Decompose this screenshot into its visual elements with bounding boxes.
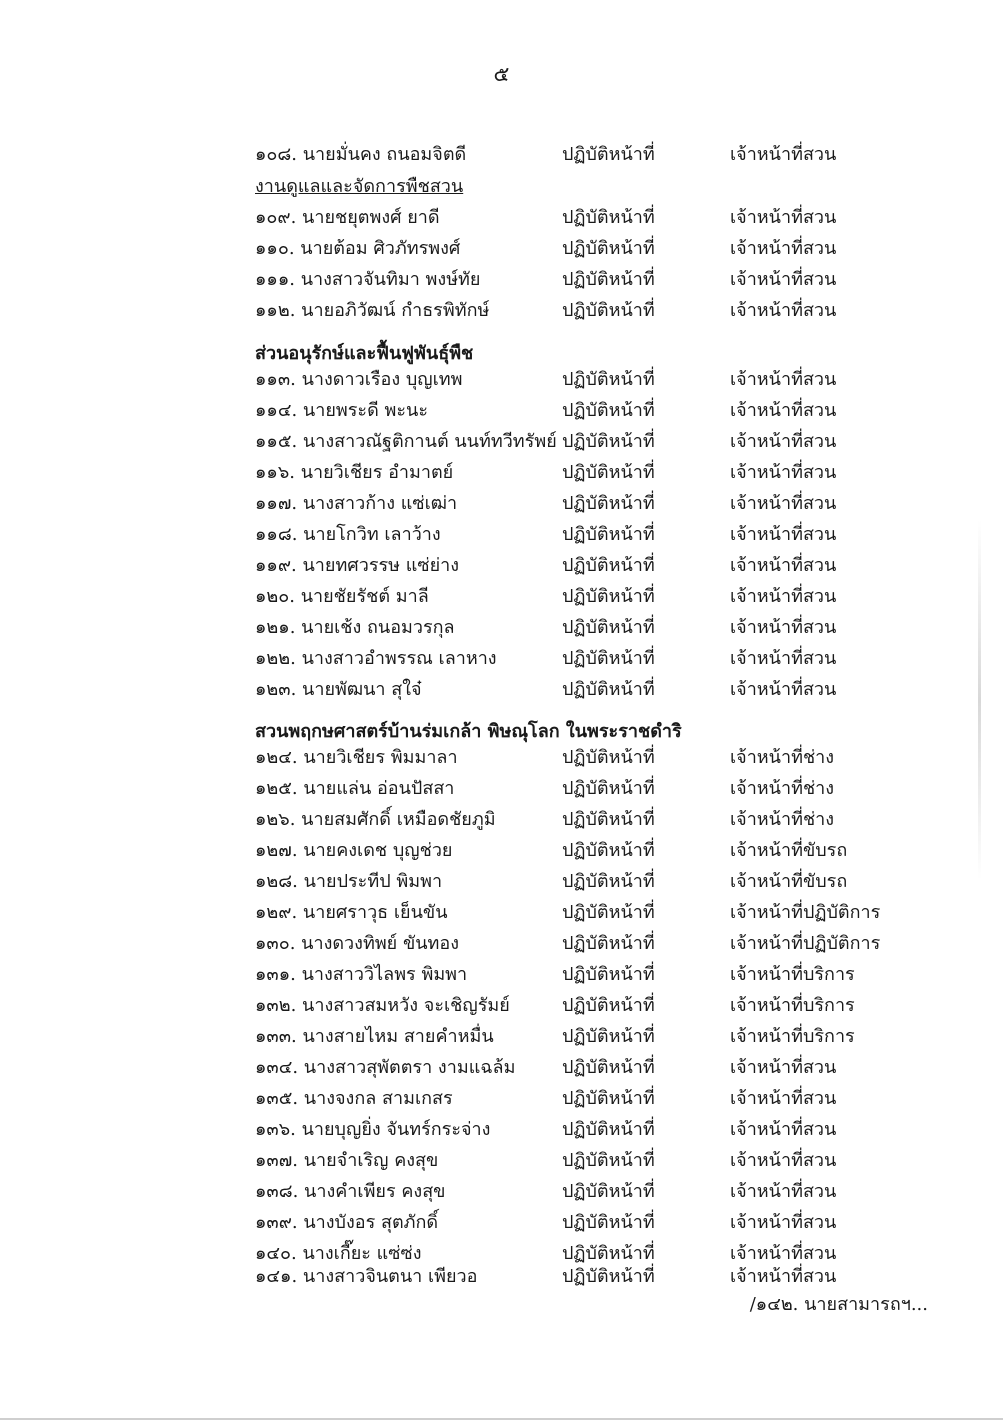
staff-name: ๑๑๒. นายอภิวัฒน์ กำธรพิทักษ์ [255, 300, 490, 321]
list-item [0, 1262, 1003, 1292]
staff-position: เจ้าหน้าที่สวน [730, 679, 837, 700]
staff-name: ๑๓๗. นายจำเริญ คงสุข [255, 1150, 439, 1171]
staff-status: ปฏิบัติหน้าที่ [562, 747, 655, 768]
staff-name: ๑๑๖. นายวิเชียร อำมาตย์ [255, 462, 454, 483]
staff-name: ๑๓๔. นางสาวสุพัตตรา งามแฉล้ม [255, 1057, 516, 1078]
list-item [0, 1115, 1003, 1145]
staff-status: ปฏิบัติหน้าที่ [562, 238, 655, 259]
staff-position: เจ้าหน้าที่ปฏิบัติการ [730, 933, 881, 954]
staff-name: ๑๓๙. นางบังอร สุตภักดิ์ [255, 1212, 439, 1233]
staff-position: เจ้าหน้าที่บริการ [730, 995, 855, 1016]
staff-position: เจ้าหน้าที่สวน [730, 1150, 837, 1171]
list-item [0, 1208, 1003, 1238]
list-item [0, 743, 1003, 773]
staff-position: เจ้าหน้าที่สวน [730, 1266, 837, 1287]
staff-name: ๑๓๓. นางสายไหม สายคำหมื่น [255, 1026, 494, 1047]
staff-name: ๑๓๐. นางดวงทิพย์ ขันทอง [255, 933, 460, 954]
staff-position: เจ้าหน้าที่สวน [730, 493, 837, 514]
staff-status: ปฏิบัติหน้าที่ [562, 902, 655, 923]
staff-name: ๑๑๔. นายพระดี พะนะ [255, 400, 428, 421]
staff-name: ๑๓๖. นายบุญยิ่ง จันทร์กระจ่าง [255, 1119, 491, 1140]
staff-status: ปฏิบัติหน้าที่ [562, 1057, 655, 1078]
staff-status: ปฏิบัติหน้าที่ [562, 400, 655, 421]
staff-position: เจ้าหน้าที่สวน [730, 207, 837, 228]
staff-name: ๑๒๔. นายวิเชียร พิมมาลา [255, 747, 458, 768]
staff-name: ๑๒๐. นายชัยรัชต์ มาลี [255, 586, 429, 607]
list-item [0, 867, 1003, 897]
list-item [0, 675, 1003, 705]
staff-name: ๑๒๑. นายเช้ง ถนอมวรกุล [255, 617, 455, 638]
staff-position: เจ้าหน้าที่สวน [730, 1088, 837, 1109]
list-item [0, 1084, 1003, 1114]
staff-status: ปฏิบัติหน้าที่ [562, 431, 655, 452]
staff-status: ปฏิบัติหน้าที่ [562, 778, 655, 799]
staff-status: ปฏิบัติหน้าที่ [562, 617, 655, 638]
staff-position: เจ้าหน้าที่ช่าง [730, 809, 835, 830]
list-item [0, 520, 1003, 550]
staff-name: ๑๑๑. นางสาวจันทิมา พงษ์ทัย [255, 269, 481, 290]
staff-position: เจ้าหน้าที่สวน [730, 144, 837, 165]
staff-status: ปฏิบัติหน้าที่ [562, 995, 655, 1016]
staff-position: เจ้าหน้าที่สวน [730, 462, 837, 483]
staff-name: ๑๑๙. นายทศวรรษ แซ่ย่าง [255, 555, 460, 576]
staff-position: เจ้าหน้าที่สวน [730, 431, 837, 452]
subsection-heading: งานดูแลและจัดการพืชสวน [255, 176, 464, 197]
list-item [0, 1177, 1003, 1207]
staff-status: ปฏิบัติหน้าที่ [562, 933, 655, 954]
staff-position: เจ้าหน้าที่สวน [730, 617, 837, 638]
staff-status: ปฏิบัติหน้าที่ [562, 369, 655, 390]
list-item [0, 551, 1003, 581]
staff-name: ๑๓๕. นางจงกล สามเกสร [255, 1088, 453, 1109]
staff-position: เจ้าหน้าที่สวน [730, 1181, 837, 1202]
list-item [0, 898, 1003, 928]
staff-name: ๑๑๘. นายโกวิท เลาว้าง [255, 524, 441, 545]
continuation-note: /๑๔๒. นายสามารถฯ... [749, 1294, 928, 1315]
staff-name: ๑๐๙. นายชยุตพงศ์ ยาดี [255, 207, 440, 228]
staff-status: ปฏิบัติหน้าที่ [562, 269, 655, 290]
staff-status: ปฏิบัติหน้าที่ [562, 1181, 655, 1202]
list-item [0, 774, 1003, 804]
staff-status: ปฏิบัติหน้าที่ [562, 648, 655, 669]
staff-status: ปฏิบัติหน้าที่ [562, 1119, 655, 1140]
staff-position: เจ้าหน้าที่สวน [730, 524, 837, 545]
staff-status: ปฏิบัติหน้าที่ [562, 1088, 655, 1109]
staff-status: ปฏิบัติหน้าที่ [562, 586, 655, 607]
staff-status: ปฏิบัติหน้าที่ [562, 555, 655, 576]
staff-name: ๑๔๐. นางเกี๊ยะ แซ่ซ่ง [255, 1243, 422, 1264]
list-item [0, 365, 1003, 395]
staff-position: เจ้าหน้าที่สวน [730, 1119, 837, 1140]
staff-name: ๑๒๗. นายคงเดช บุญช่วย [255, 840, 453, 861]
staff-name: ๑๐๘. นายมั่นคง ถนอมจิตดี [255, 144, 467, 165]
staff-name: ๑๑๓. นางดาวเรือง บุญเทพ [255, 369, 463, 390]
list-item [0, 489, 1003, 519]
staff-position: เจ้าหน้าที่สวน [730, 1212, 837, 1233]
staff-position: เจ้าหน้าที่บริการ [730, 964, 855, 985]
staff-name: ๑๒๕. นายแล่น อ่อนปัสสา [255, 778, 455, 799]
list-item [0, 613, 1003, 643]
list-item [0, 427, 1003, 457]
staff-position: เจ้าหน้าที่บริการ [730, 1026, 855, 1047]
staff-status: ปฏิบัติหน้าที่ [562, 679, 655, 700]
staff-name: ๑๒๒. นางสาวอำพรรณ เลาหาง [255, 648, 497, 669]
staff-status: ปฏิบัติหน้าที่ [562, 462, 655, 483]
staff-status: ปฏิบัติหน้าที่ [562, 144, 655, 165]
staff-position: เจ้าหน้าที่สวน [730, 369, 837, 390]
list-item [0, 234, 1003, 264]
list-item [0, 1022, 1003, 1052]
staff-status: ปฏิบัติหน้าที่ [562, 300, 655, 321]
list-item [0, 396, 1003, 426]
staff-position: เจ้าหน้าที่สวน [730, 648, 837, 669]
list-item [0, 960, 1003, 990]
staff-name: ๑๑๕. นางสาวณัฐติกานต์ นนท์ทวีทรัพย์ [255, 431, 557, 452]
page-number: ๕ [493, 62, 510, 86]
staff-position: เจ้าหน้าที่ช่าง [730, 778, 835, 799]
page-bottom-edge [0, 1418, 1003, 1420]
staff-name: ๑๒๖. นายสมศักดิ์ เหมือดชัยภูมิ [255, 809, 496, 830]
list-item [0, 582, 1003, 612]
staff-status: ปฏิบัติหน้าที่ [562, 1243, 655, 1264]
staff-status: ปฏิบัติหน้าที่ [562, 207, 655, 228]
staff-position: เจ้าหน้าที่ปฏิบัติการ [730, 902, 881, 923]
staff-name: ๑๓๑. นางสาววิไลพร พิมพา [255, 964, 468, 985]
list-item [0, 836, 1003, 866]
list-item [0, 929, 1003, 959]
staff-name: ๑๔๑. นางสาวจินตนา เพียวอ [255, 1266, 478, 1287]
staff-position: เจ้าหน้าที่ขับรถ [730, 840, 848, 861]
staff-status: ปฏิบัติหน้าที่ [562, 1266, 655, 1287]
list-item [0, 296, 1003, 326]
staff-status: ปฏิบัติหน้าที่ [562, 871, 655, 892]
staff-status: ปฏิบัติหน้าที่ [562, 840, 655, 861]
staff-status: ปฏิบัติหน้าที่ [562, 524, 655, 545]
list-item [0, 265, 1003, 295]
list-item [0, 203, 1003, 233]
staff-position: เจ้าหน้าที่ขับรถ [730, 871, 848, 892]
staff-status: ปฏิบัติหน้าที่ [562, 809, 655, 830]
staff-name: ๑๑๗. นางสาวก้าง แซ่เฒ่า [255, 493, 458, 514]
list-item [0, 644, 1003, 674]
list-item [0, 805, 1003, 835]
section-heading: สวนพฤกษศาสตร์บ้านร่มเกล้า พิษณุโลก ในพระราชดำริ [255, 721, 682, 742]
staff-status: ปฏิบัติหน้าที่ [562, 1212, 655, 1233]
staff-position: เจ้าหน้าที่สวน [730, 400, 837, 421]
staff-name: ๑๒๓. นายพัฒนา สุใจ๋ [255, 679, 422, 700]
staff-name: ๑๓๒. นางสาวสมหวัง จะเชิญรัมย์ [255, 995, 510, 1016]
staff-position: เจ้าหน้าที่สวน [730, 586, 837, 607]
staff-position: เจ้าหน้าที่สวน [730, 1057, 837, 1078]
list-item [0, 458, 1003, 488]
staff-name: ๑๒๘. นายประทีป พิมพา [255, 871, 443, 892]
staff-name: ๑๓๘. นางคำเพียร คงสุข [255, 1181, 446, 1202]
staff-name: ๑๒๙. นายศราวุธ เย็นขัน [255, 902, 448, 923]
staff-status: ปฏิบัติหน้าที่ [562, 1026, 655, 1047]
staff-position: เจ้าหน้าที่สวน [730, 1243, 837, 1264]
staff-position: เจ้าหน้าที่สวน [730, 555, 837, 576]
list-item [0, 140, 1003, 170]
staff-status: ปฏิบัติหน้าที่ [562, 964, 655, 985]
list-item [0, 991, 1003, 1021]
staff-status: ปฏิบัติหน้าที่ [562, 493, 655, 514]
staff-position: เจ้าหน้าที่ช่าง [730, 747, 835, 768]
list-item [0, 1053, 1003, 1083]
staff-name: ๑๑๐. นายต้อม ศิวภัทรพงศ์ [255, 238, 461, 259]
staff-status: ปฏิบัติหน้าที่ [562, 1150, 655, 1171]
staff-position: เจ้าหน้าที่สวน [730, 238, 837, 259]
staff-position: เจ้าหน้าที่สวน [730, 269, 837, 290]
list-item [0, 1146, 1003, 1176]
section-heading: ส่วนอนุรักษ์และฟื้นฟูพันธุ์พืช [255, 343, 474, 364]
staff-position: เจ้าหน้าที่สวน [730, 300, 837, 321]
